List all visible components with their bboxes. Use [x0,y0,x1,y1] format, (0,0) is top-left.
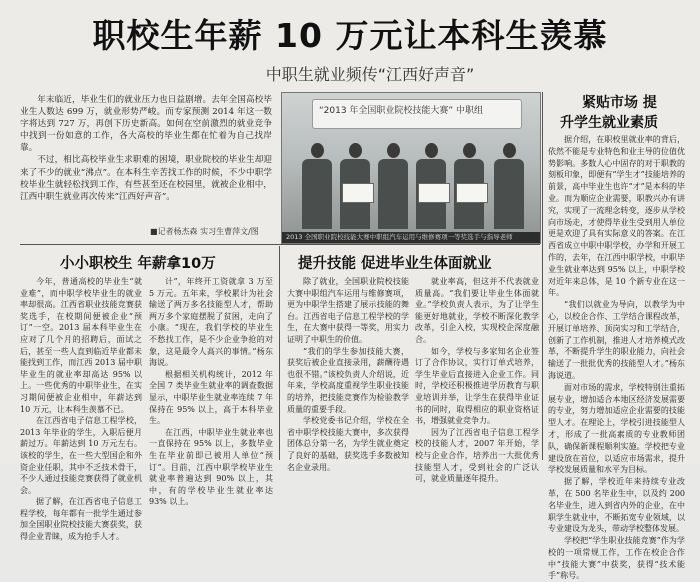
photo-person [340,143,370,229]
section2-column-2 [415,276,539,484]
section2-column-1 [287,276,409,472]
sidebar-title-line2: 升学生就业素质 [560,115,658,131]
section1-paragraph: 在江西省电子信息工程学校，2013 年毕业的学生，入职后便月薪过万。年薪达到 10 万元左右。该校的学生，在一些大型国企和外资企业任职，其中不乏技术骨干，不少人通过技能竞赛获得了就业机会。 [20,416,142,495]
photo-person [416,143,446,229]
section2-title: 提升技能 促进毕业生体面就业 [298,256,492,272]
section1-paragraph: 根据相关机构统计，2012 年全国 7 类毕业生就业率的调查数据显示，中职毕业生就业率连续 7 年保持在 95% 以上，高于本科毕业生。 [149,369,273,426]
section1-column-1 [20,276,142,542]
sidebar-paragraph: 面对市场的需求，学校特别注重拓展专业，增加适合本地区经济发展需要的专业，努力增加适应企业需要的技能型人才。在理论上，学校引进技能型人才，形成了一批高素质的专业教师团队，确保新课程顺利实施。学校把专业建设放在首位，以适应市场需求，提升学校发展质量和水平为目标。 [548,382,685,475]
intro-paragraph: 年末临近，毕业生们的就业压力也日益剧增。去年全国高校毕业生人数达 699 万，就业形势严峻。而专家预测 2014 年这一数字将达到 727 万，再创下历史新高。如何在空前激烈的就业竞争中找到一份如意的工作，各大高校的毕业生都在忙着为自己找岸靠。 [20,95,272,154]
intro-paragraph: 不过，相比高校毕业生求职难的困境，职业院校的毕业生却迎来了不少的就业“沸点”。在本科生辛苦找工作的时候，不少中职学校毕业生就轻松找到工作，有些甚至还在校园里，就被企业相中，江西中职生就业再次传来“江西好声音”。 [20,155,272,202]
photo-person [378,143,408,229]
news-photo [281,92,541,244]
photo-caption: 2013 全国职业院校技能大赛中职组汽车运用与维修赛项一等奖选手与指导老师 [282,232,540,243]
sidebar-paragraph: “我们以就业为导向，以教学为中心，以校企合作、工学结合课程改革，开展订单培养、顶岗实习和工学结合，创新了工作机制，推进人才培养模式改革，不断提升学生的职业能力，向社会输送了一批批优秀的技能型人才。”杨东海说道。 [548,300,685,380]
sidebar-paragraph: 据了解，学校近年来持续专业改革，在 500 名毕业生中，以及约 200 名毕业生，进入到省内外的企业，在中职学生就业中，不断拓宽专业领域，以专业建设为龙头，带动学校整体发展。 [548,477,685,534]
photo-person [494,143,524,229]
sidebar-title-line1: 紧贴市场 提 [582,95,657,111]
section2-paragraph: 如今，学校与多家知名企业签订了合作协议，实行订单式培养，学生毕业后直接进入企业工作。同时，学校还积极推进学历教育与职业培训并举，让学生在获得毕业证书的同时，取得相应的职业资格证书，增强就业竞争力。 [415,346,539,426]
section1-paragraph: 在江西，中职毕业生就业率也一直保持在 95% 以上，多数毕业生在毕业前即已被用人单位“预订”。目前，江西中职学校毕业生就业率普遍达到 90% 以上，其中，有的学校毕业生就业率达 93% 以上。 [149,427,273,507]
section2-paragraph: “我们的学生参加技能大赛，获奖后被企业直接录用，薪酬待遇也很不错。”该校负责人介绍说，近年来，学校高度重视学生职业技能的培养，把技能竞赛作为检验教学质量的重要手段。 [287,346,409,414]
photo-person [454,143,484,229]
column-divider [542,92,543,460]
section1-title: 小小职校生 年薪拿10万 [60,256,216,272]
section-divider [20,244,540,245]
subhead: 中职生就业频传“江西好声音” [265,65,475,84]
section1-column-2 [149,276,273,507]
column-divider [279,246,280,460]
sidebar-paragraph: 学校把“学生职业技能竞赛”作为学校的一项常规工作，工作在校企合作中“技能大赛”中获奖，获得“技术能手”称号。 [548,536,685,581]
photo-person [302,143,332,229]
sidebar-column [548,134,685,581]
photo-banner [312,99,522,129]
section2-paragraph: 就业率高，但这并不代表就业质量高。“我们要让毕业生体面就业。”学校负责人表示，为了让学生能更好地就业，学校不断深化教学改革，引企入校，实现校企深度融合。 [415,277,539,344]
section2-paragraph: 因为了江西省电子信息工程学校的技能人才，2007 年开始，学校与企业合作，培养出一大批优秀技能型人才，受到社会的广泛认可，就业质量逐年提升。 [415,427,539,484]
section2-paragraph: 学校党委书记介绍，学校在全省中职学校技能大赛中，多次获得团体总分第一名，为学生就业奠定了良好的基础，获奖选手多数被知名企业录用。 [287,416,409,472]
section1-paragraph: 计”，年终开工资就拿 3 万至 5 万元。五年来，学校累计为社会输送了两万多名技能型人才，帮助两万多个家庭摆脱了贫困，走向了小康。“现在，我们学校的毕业生不愁找工作，是不少企业争抢的对象，这是最令人高兴的事情。”杨东海说。 [149,277,273,368]
section1-paragraph: 据了解，在江西省电子信息工程学校，每年都有一批学生通过参加全国职业院校技能大赛获奖，获得企业青睐，成为抢手人才。 [20,497,142,542]
sidebar-paragraph: 据介绍，在职校里就业率的背后，依然不能是专业特色和业主导的位值优势影响。多数人心中固存的对于职教的刻板印象，即便有“学生才”技能培养的前景，高中毕业生也许“才”是本科的毕业。而为顺应企业需要，职教兴办有讲究，实现了一流理念转变，逐步从学校向市场走，才使得毕业生受到用人单位更是欢迎了具有实际意义的答案。在江西省成立中职中职学校，办学和开展工作的，去年，在江西中职学校，中职毕业生就业率达到 95% 以上，中职学校对近年来总体，是 10 个新专业在这一年。 [548,135,685,298]
headline: 职校生年薪 10 万元让本科生羡慕 [92,16,608,55]
intro-column [20,94,272,216]
section2-paragraph: 除了就业，全国职业院校技能大赛中职组汽车运用与维修赛项，更为中职学生搭建了展示技能的舞台。江西省电子信息工程学校的学生，在大赛中获得一等奖，用实力证明了中职生的价值。 [287,277,409,344]
section1-paragraph: 今年，普通高校的毕业生“就业难”，而中职学校毕业生的就业率却很高。江西省职业技能竞赛获奖选手，在校期间便被企业“预订”一空。2013 届本科毕业生在应对了几个月的招聘后，面试之后，甚至一些人直到临近毕业都未能找到工作，而江西 2013 届中职毕业生的就业率却高达 95% 以上。一些优秀的中职毕业生，在实习期间便被企业相中，年薪达到 10 万元，让本科生羡慕不已。 [20,277,142,414]
photo-banner-text: “2013 年全国职业院校技能大赛” 中职组 [319,106,483,116]
photo-credit: ■记者杨杰森 实习生曹萍文/图 [150,227,259,236]
